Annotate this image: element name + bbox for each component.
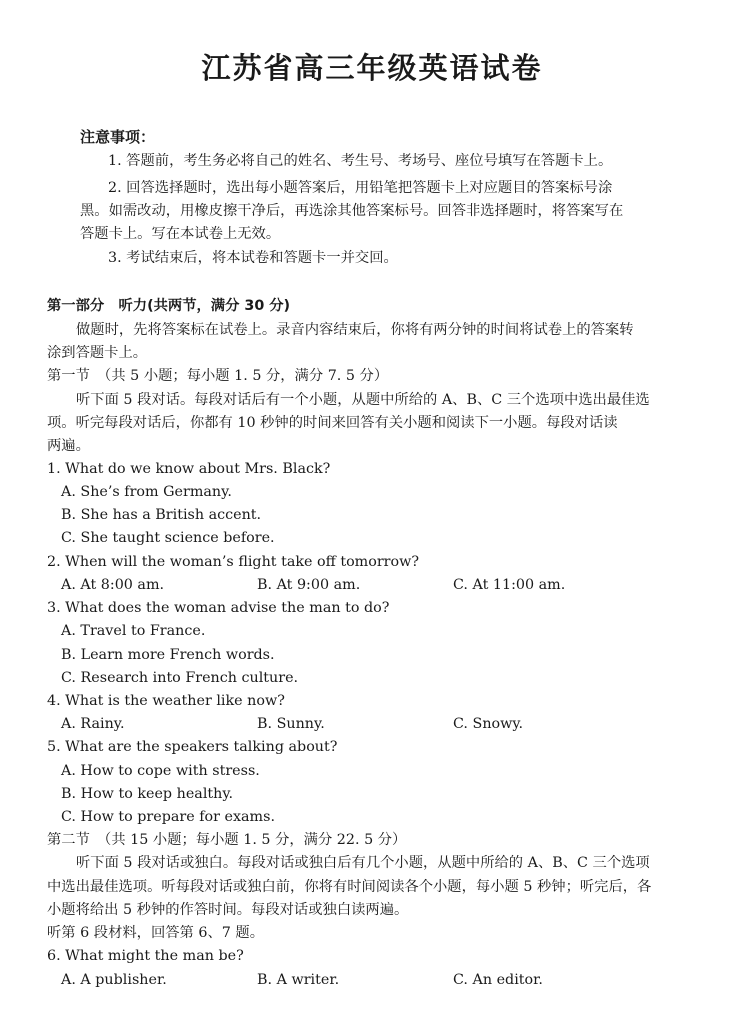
q2-stem: 2. When will the woman’s flight take off tomorrow? (47, 554, 420, 570)
notice-heading: 注意事项： (80, 128, 156, 146)
q1-option-a: A. She’s from Germany. (61, 484, 232, 500)
q3-option-c: C. Research into French culture. (61, 670, 299, 686)
q5-option-b: B. How to keep healthy. (61, 786, 234, 802)
part1-intro-line-2: 涂到答题卡上。 (47, 345, 148, 361)
q5-option-a: A. How to cope with stress. (61, 763, 260, 779)
section1-intro-line-1: 听下面 5 段对话。每段对话后有一个小题，从题中所给的 A、B、C 三个选项中选出最佳选 (76, 392, 650, 408)
q6-option-b: B. A writer. (257, 972, 340, 988)
q2-option-a: A. At 8:00 am. (61, 577, 165, 593)
q2-option-c: C. At 11:00 am. (453, 577, 566, 593)
section2-intro-line-2: 中选出最佳选项。听每段对话或独白前，你将有时间阅读各个小题，每小题 5 秒钟；听完后，各 (47, 879, 652, 895)
q6-stem: 6. What might the man be? (47, 948, 244, 964)
q4-option-c: C. Snowy. (453, 716, 524, 732)
q3-option-b: B. Learn more French words. (61, 647, 275, 663)
section2-heading: 第二节 （共 15 小题；每小题 1. 5 分，满分 22. 5 分） (47, 832, 407, 848)
q1-stem: 1. What do we know about Mrs. Black? (47, 461, 331, 477)
notice-line-1: 1. 答题前，考生务必将自己的姓名、考生号、考场号、座位号填写在答题卡上。 (108, 153, 613, 169)
notice-line-4: 答题卡上。写在本试卷上无效。 (80, 226, 281, 242)
notice-line-5: 3. 考试结束后，将本试卷和答题卡一并交回。 (108, 250, 398, 266)
q6-option-c: C. An editor. (453, 972, 543, 988)
notice-line-3: 黑。如需改动，用橡皮擦干净后，再选涂其他答案标号。回答非选择题时，将答案写在 (80, 203, 624, 219)
section2-intro-line-1: 听下面 5 段对话或独白。每段对话或独白后有几个小题，从题中所给的 A、B、C 三个选项 (76, 855, 650, 871)
q3-stem: 3. What does the woman advise the man to do? (47, 600, 390, 616)
part1-intro-line-1: 做题时，先将答案标在试卷上。录音内容结束后，你将有两分钟的时间将试卷上的答案转 (76, 322, 634, 338)
q2-option-b: B. At 9:00 am. (257, 577, 361, 593)
section1-heading: 第一节 （共 5 小题；每小题 1. 5 分，满分 7. 5 分） (47, 368, 389, 384)
q4-stem: 4. What is the weather like now? (47, 693, 285, 709)
section1-intro-line-3: 两遍。 (47, 438, 90, 454)
q1-option-c: C. She taught science before. (61, 530, 275, 546)
exam-title: 江苏省高三年级英语试卷 (201, 51, 543, 85)
section2-material: 听第 6 段材料，回答第 6、7 题。 (47, 925, 265, 941)
q5-stem: 5. What are the speakers talking about? (47, 739, 338, 755)
section2-intro-line-3: 小题将给出 5 秒钟的作答时间。每段对话或独白读两遍。 (47, 902, 409, 918)
q4-option-a: A. Rainy. (61, 716, 125, 732)
part1-heading: 第一部分 听力(共两节，满分 30 分) (47, 298, 291, 314)
q4-option-b: B. Sunny. (257, 716, 325, 732)
section1-intro-line-2: 项。听完每段对话后，你都有 10 秒钟的时间来回答有关小题和阅读下一小题。每段对话读 (47, 415, 618, 431)
q3-option-a: A. Travel to France. (61, 623, 206, 639)
notice-line-2: 2. 回答选择题时，选出每小题答案后，用铅笔把答题卡上对应题目的答案标号涂 (108, 180, 613, 196)
q6-option-a: A. A publisher. (61, 972, 167, 988)
q5-option-c: C. How to prepare for exams. (61, 809, 275, 825)
q1-option-b: B. She has a British accent. (61, 507, 262, 523)
